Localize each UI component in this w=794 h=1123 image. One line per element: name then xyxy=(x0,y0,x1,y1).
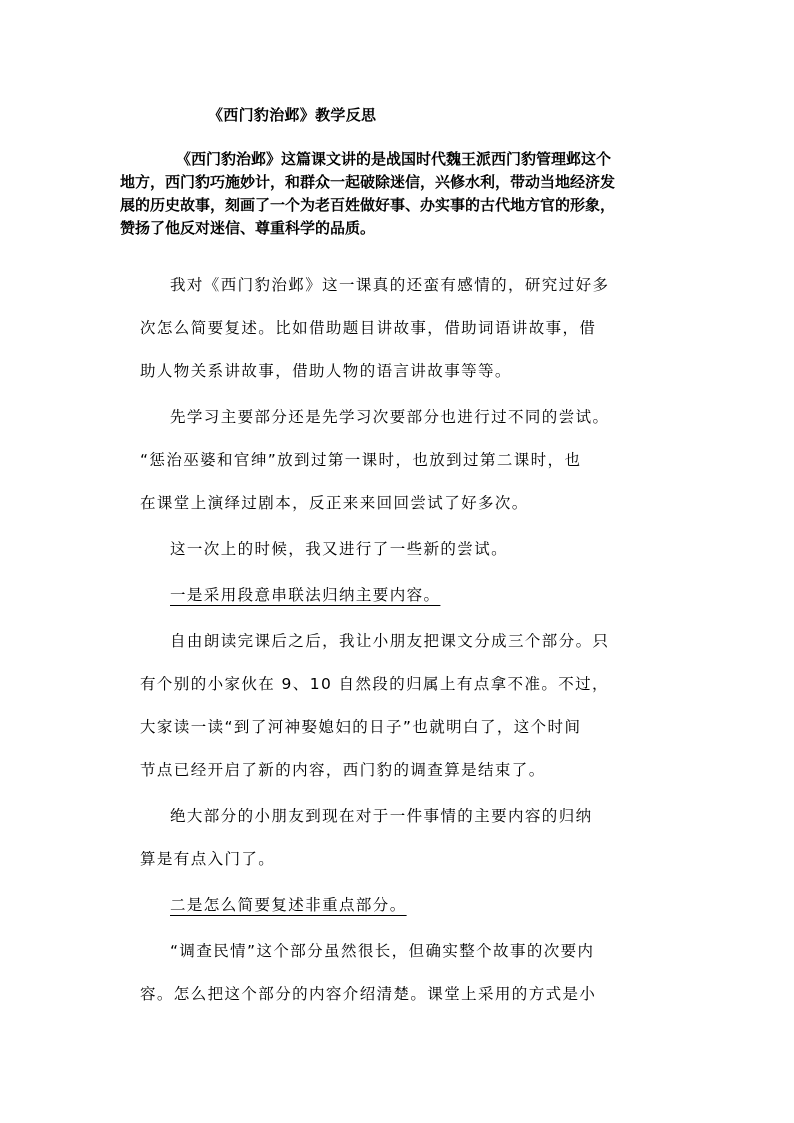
summary-line: 《西门豹治邺》这篇课文讲的是战国时代魏王派西门豹管理邺这个 xyxy=(176,150,612,168)
body-line: 容。怎么把这个部分的内容介绍清楚。课堂上采用的方式是小 xyxy=(140,985,597,1003)
summary-line: 赞扬了他反对迷信、尊重科学的品质。 xyxy=(120,219,376,237)
body-line: 算是有点入门了。 xyxy=(140,850,276,868)
body-line: “惩治巫婆和官绅”放到过第一课时，也放到过第二课时，也 xyxy=(140,451,582,469)
body-line: 大家读一读“到了河神娶媳妇的日子”也就明白了，这个时间 xyxy=(140,718,582,736)
body-line: 绝大部分的小朋友到现在对于一件事情的主要内容的归纳 xyxy=(170,807,593,825)
document-title: 《西门豹治邺》教学反思 xyxy=(208,106,377,124)
summary-paragraph xyxy=(120,148,678,240)
body-line: 助人物关系讲故事，借助人物的语言讲故事等等。 xyxy=(140,362,512,380)
body-line: 先学习主要部分还是先学习次要部分也进行过不同的尝试。 xyxy=(170,408,610,426)
body-line: 次怎么简要复述。比如借助题目讲故事，借助词语讲故事，借 xyxy=(140,319,597,337)
section-heading-one: 一是采用段意串联法归纳主要内容。 xyxy=(170,586,441,604)
summary-line: 地方，西门豹巧施妙计，和群众一起破除迷信，兴修水利，带动当地经济发 xyxy=(120,173,616,191)
body-line: 在课堂上演绎过剧本，反正来来回回尝试了好多次。 xyxy=(140,494,529,512)
summary-line: 展的历史故事，刻画了一个为老百姓做好事、办实事的古代地方官的形象， xyxy=(120,196,616,214)
body-line: 这一次上的时候，我又进行了一些新的尝试。 xyxy=(170,540,509,558)
body-line: 自由朗读完课后之后，我让小朋友把课文分成三个部分。只 xyxy=(170,632,610,650)
body-line: 我对《西门豹治邺》这一课真的还蛮有感情的，研究过好多 xyxy=(170,276,610,294)
body-line: “调查民情”这个部分虽然很长，但确实整个故事的次要内 xyxy=(170,942,595,960)
body-line: 节点已经开启了新的内容，西门豹的调查算是结束了。 xyxy=(140,761,546,779)
body-line: 有个别的小家伙在 9、10 自然段的归属上有点拿不准。不过， xyxy=(140,675,609,693)
section-heading-two: 二是怎么简要复述非重点部分。 xyxy=(170,896,407,914)
